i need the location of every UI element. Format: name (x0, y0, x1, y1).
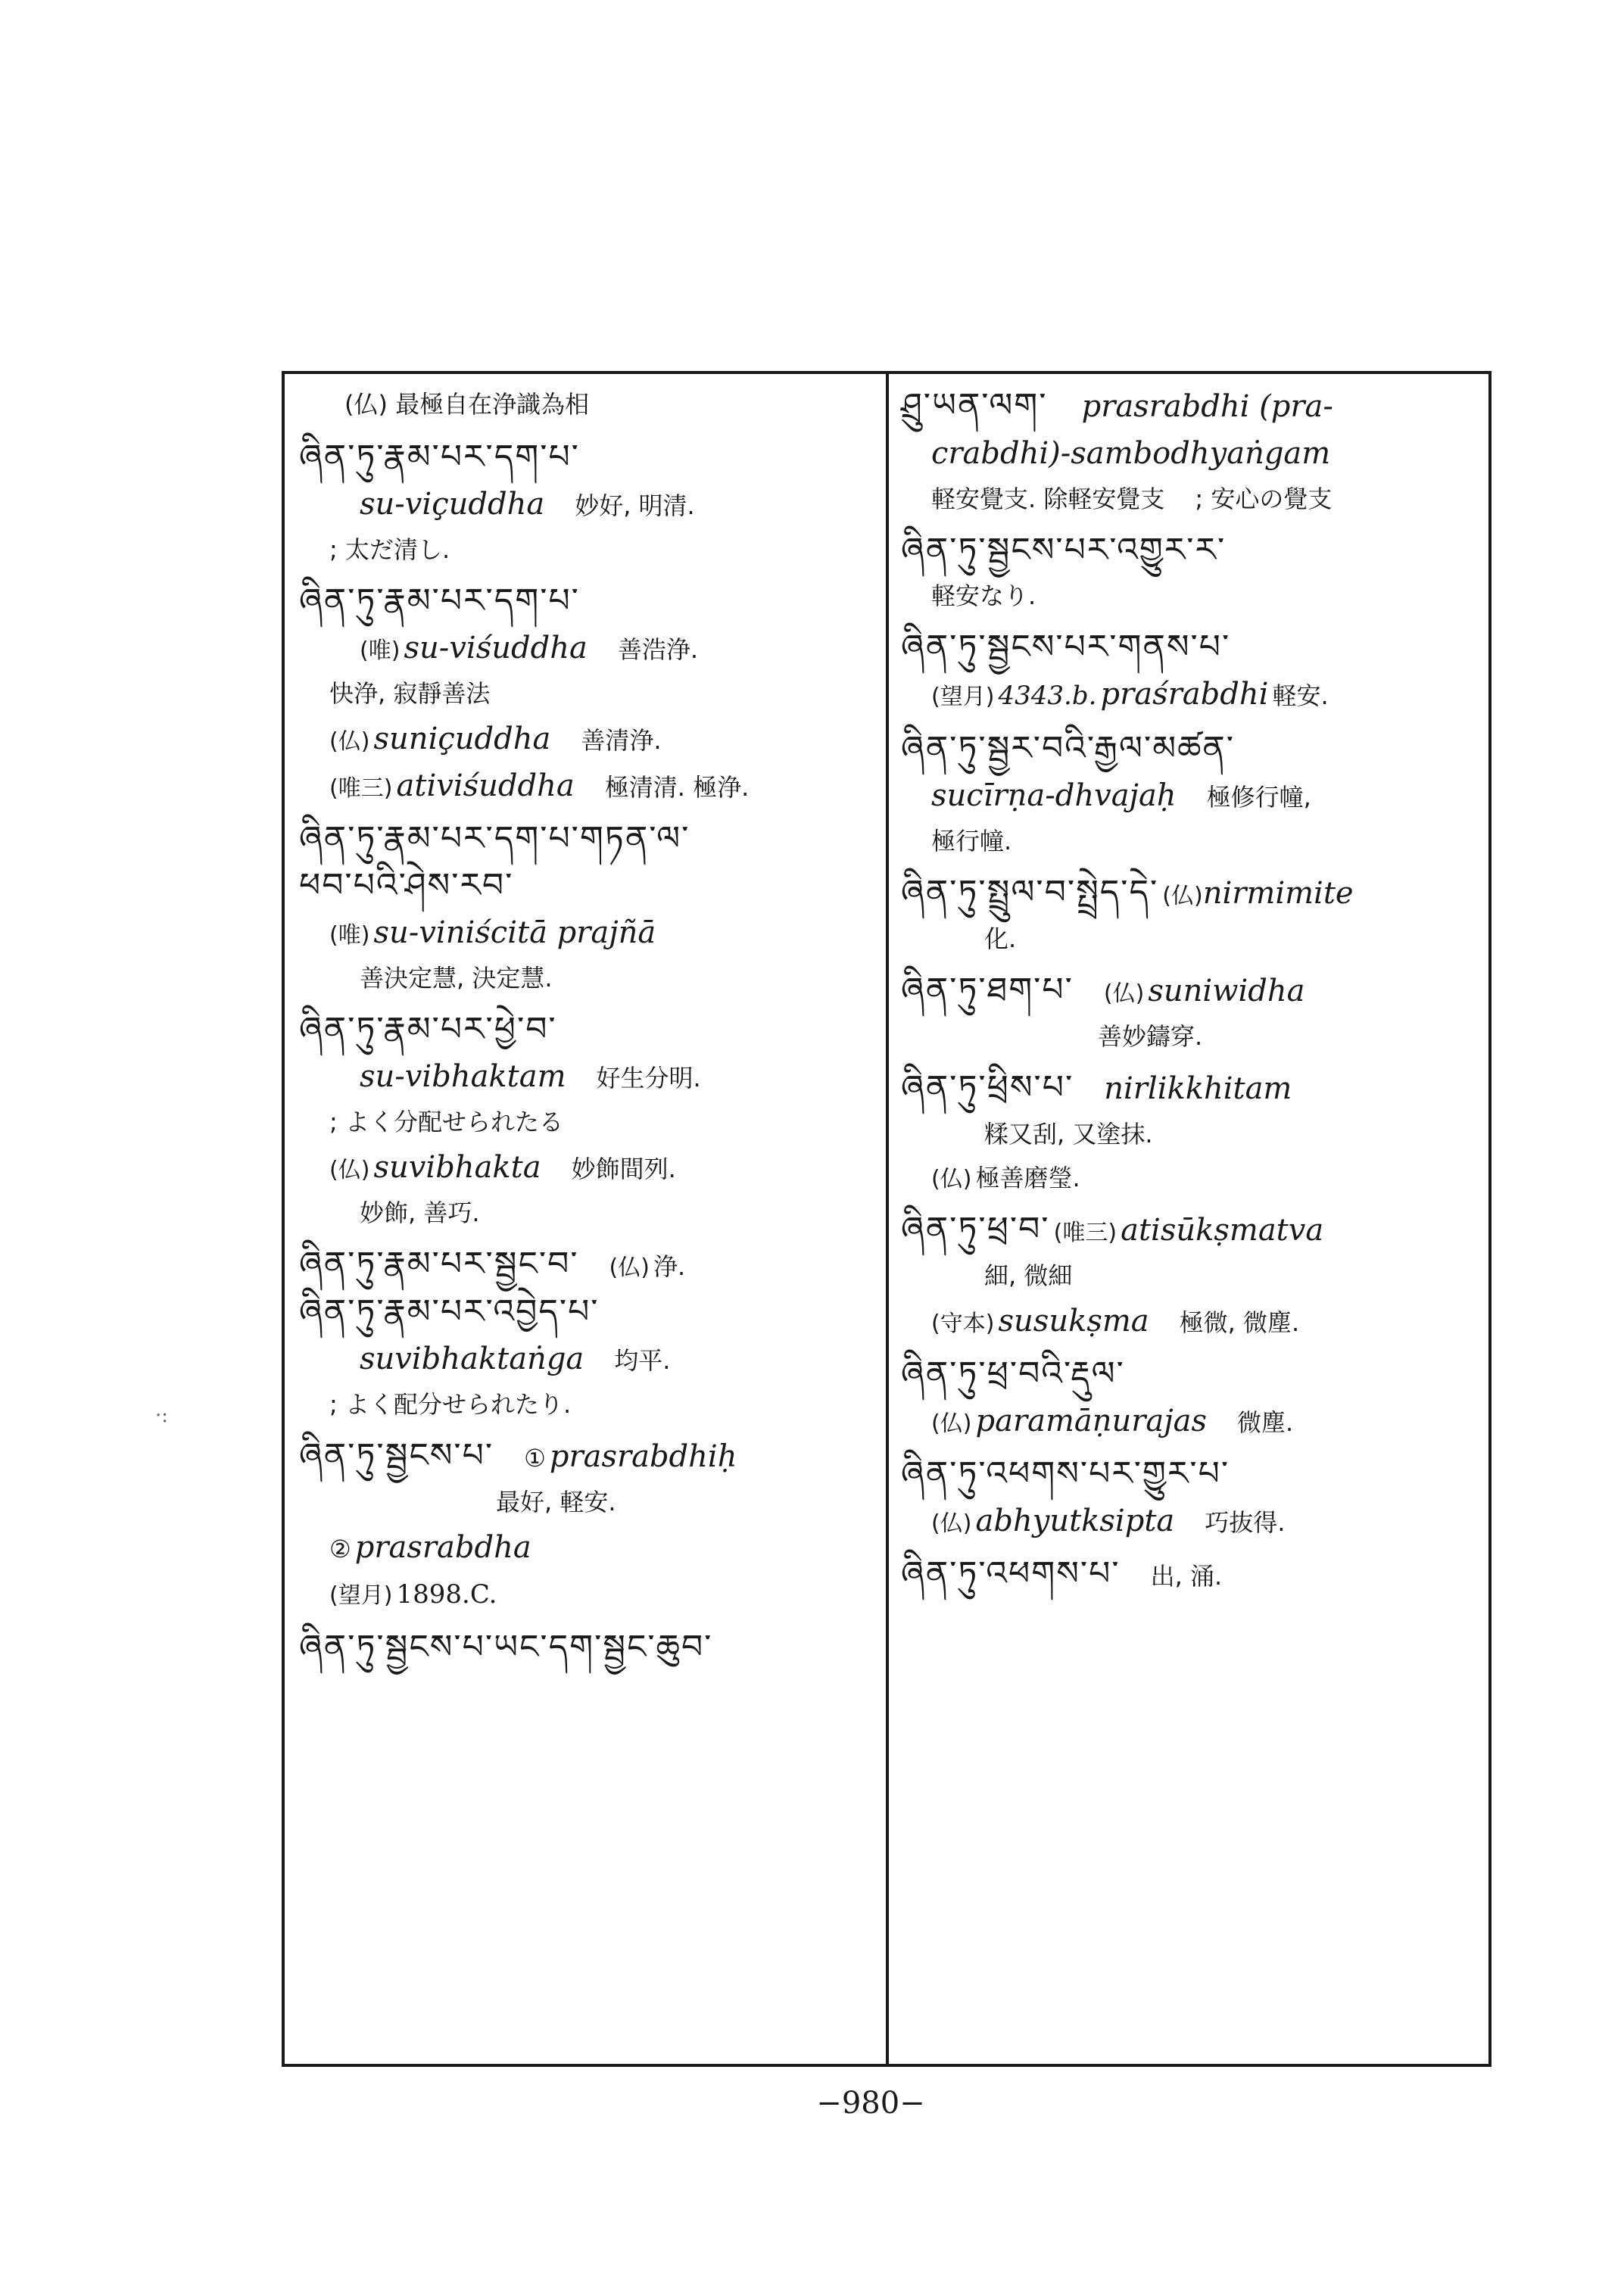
reference-number: 4343.b. (998, 681, 1097, 711)
source-tag: (仏) (931, 1410, 972, 1437)
japanese-gloss: 極微, 微塵. (1179, 1308, 1300, 1337)
japanese-gloss: 極行幢. (931, 827, 1012, 856)
japanese-gloss: 化. (984, 924, 1017, 953)
japanese-gloss: 軽安覺支. 除軽安覺支 (931, 485, 1165, 513)
tibetan-term: ཞིན་ཏུ་རྣམ་པར་ཕྱེ་བ་ (299, 1010, 557, 1049)
page-number: −980− (816, 2086, 925, 2121)
japanese-gloss: 妙好, 明清. (575, 491, 695, 520)
source-tag: (守本) (931, 1311, 995, 1337)
sanskrit-term: su-viniścitā prajñā (373, 915, 656, 950)
tibetan-term: ཞིན་ཏུ་སྤྲུལ་བ་སྤྲེད་དེ་ (901, 873, 1159, 912)
entry (299, 578, 874, 809)
japanese-gloss: 妙飾間列. (571, 1155, 676, 1183)
japanese-gloss: 浄. (653, 1252, 686, 1281)
sanskrit-term: su-viśuddha (404, 631, 588, 665)
japanese-gloss: 快浄, 寂靜善法 (329, 679, 491, 708)
entry (901, 1451, 1484, 1544)
source-tag: (仏) (329, 1157, 370, 1183)
tibetan-term: ཞིན་ཏུ་ཕྲ་བ་ (901, 1210, 1050, 1248)
entry (901, 382, 1484, 521)
entry (901, 527, 1484, 618)
entry (299, 815, 874, 1000)
japanese-gloss: 出, 涌. (1150, 1562, 1223, 1591)
source-tag: (仏) (609, 1255, 650, 1281)
tibetan-term: ཞིན་ཏུ་སྦྱངས་པ་ (299, 1436, 494, 1475)
japanese-gloss: 善決定慧, 決定慧. (360, 964, 553, 993)
japanese-gloss: 細, 微細 (984, 1261, 1073, 1290)
entry-header: (仏) 最極自在浄識為相 (344, 390, 590, 419)
sanskrit-term: atisūkṣmatva (1121, 1213, 1324, 1248)
tibetan-term: ཞིན་ཏུ་སྦྱངས་པར་གནས་པ་ (901, 628, 1231, 666)
tibetan-term: ཞིན་ཏུ་སྦྱངས་པར་འགྱུར་ར་ (901, 531, 1227, 569)
japanese-gloss: 極善磨瑩. (975, 1164, 1080, 1192)
entry (901, 869, 1484, 961)
sanskrit-term: paramāṇurajas (975, 1404, 1207, 1438)
japanese-gloss: 善妙鑄穿. (1098, 1022, 1203, 1051)
entry (901, 624, 1484, 719)
entry (299, 1006, 874, 1235)
japanese-gloss: ; 太だ清し. (329, 535, 450, 564)
tibetan-term: ཞིན་ཏུ་རྣམ་པར་དག་པ་ (299, 438, 580, 476)
entry (901, 1206, 1484, 1345)
tibetan-term: ཞིན་ཏུ་འཕགས་པར་གྱུར་པ་ (901, 1454, 1230, 1493)
source-tag: (唯) (329, 922, 370, 949)
source-tag: (望月) (931, 684, 995, 710)
entry (299, 1432, 874, 1618)
source-tag: (唯三) (1053, 1220, 1117, 1246)
entry (901, 967, 1484, 1058)
sanskrit-term: prasrabdha (354, 1530, 531, 1565)
tibetan-term: ཤྲུ་ཡན་ལག་ (901, 386, 1048, 425)
tibetan-term: ཞིན་ཏུ་འཕགས་པ་ (901, 1554, 1121, 1593)
tibetan-term: ཞིན་ཏུ་སྦྱར་བའི་རྒྱལ་མཚན་ (901, 729, 1236, 768)
sanskrit-term: susukṣma (998, 1304, 1149, 1339)
sanskrit-term: nirmimite (1202, 876, 1354, 911)
tibetan-term: ཕབ་པའི་ཤེས་རབ་ (299, 866, 514, 905)
entry (901, 1064, 1484, 1200)
tibetan-term: ཞིན་ཏུ་ཕྲ་བའི་རྡུལ་ (901, 1354, 1125, 1393)
source-tag: (仏) (329, 728, 370, 755)
source-tag: (唯) (360, 637, 401, 664)
tibetan-term: ཞིན་ཏུ་རྣམ་པར་དག་པ་གཏན་ལ་ (299, 819, 690, 858)
entry (901, 1351, 1484, 1445)
sanskrit-term: prasrabdhiḥ (549, 1439, 737, 1474)
japanese-gloss: 好生分明. (596, 1064, 701, 1092)
item-number: ① (524, 1444, 546, 1473)
sanskrit-term: praśrabdhi (1100, 677, 1269, 712)
japanese-gloss: 軽安. (1272, 681, 1329, 710)
japanese-gloss: 糅又刮, 又塗抹. (984, 1120, 1153, 1149)
sanskrit-term: nirlikkhitam (1104, 1071, 1292, 1106)
sanskrit-term: suniwidha (1148, 974, 1305, 1008)
source-tag: (仏) (1103, 980, 1145, 1007)
entry (299, 382, 874, 426)
tibetan-term: ཞིན་ཏུ་སྦྱངས་པ་ཡང་དག་སྦྱང་ཆུབ་ (299, 1628, 713, 1666)
tibetan-term: ཞིན་ཏུ་ཕྲིས་པ་ (901, 1068, 1074, 1107)
sanskrit-term: prasrabdhi (pra- (1081, 389, 1333, 424)
japanese-gloss: 微塵. (1236, 1408, 1294, 1437)
japanese-gloss: 巧抜得. (1205, 1508, 1286, 1537)
tibetan-term: ཞིན་ཏུ་རྣམ་པར་དག་པ་ (299, 581, 580, 620)
sanskrit-term: ativiśuddha (396, 768, 575, 803)
japanese-gloss: 善浩浄. (617, 635, 699, 664)
sanskrit-term: abhyutksipta (975, 1504, 1175, 1538)
japanese-gloss: 均平. (614, 1346, 671, 1375)
item-number: ② (329, 1535, 351, 1563)
sanskrit-term: su-viçuddha (360, 487, 545, 522)
japanese-gloss: ; よく分配せられたる (329, 1108, 563, 1136)
entry (299, 1624, 874, 1671)
sanskrit-term: suniçuddha (373, 722, 551, 756)
entry (299, 1241, 874, 1289)
margin-mark: ·: (155, 1404, 169, 1427)
left-column (299, 382, 874, 1671)
japanese-gloss: 最好, 軽安. (496, 1488, 616, 1516)
sanskrit-term: su-vibhaktam (360, 1059, 566, 1094)
japanese-gloss: 極修行幢, (1206, 783, 1311, 812)
japanese-gloss: ; 安心の覺支 (1195, 485, 1333, 513)
source-tag: (仏) (931, 1166, 972, 1192)
column-divider (886, 372, 889, 2065)
entry (901, 725, 1484, 863)
japanese-gloss: 妙飾, 善巧. (360, 1198, 480, 1227)
japanese-gloss: 軽安なり. (931, 581, 1036, 610)
right-column (901, 382, 1484, 1598)
source-tag: (唯三) (329, 775, 393, 802)
sanskrit-term: suvibhakta (373, 1150, 541, 1185)
entry (299, 1289, 874, 1426)
sanskrit-term: crabdhi)-sambodhyaṅgam (931, 436, 1331, 471)
source-tag: (仏) (1162, 883, 1203, 909)
reference-number: 1898.C. (396, 1579, 497, 1610)
tibetan-term: ཞིན་ཏུ་རྣམ་པར་འབྱེད་པ་ (299, 1292, 600, 1331)
tibetan-term: ཞིན་ཏུ་ཐག་པ་ (901, 971, 1074, 1009)
source-tag: (望月) (329, 1582, 393, 1609)
japanese-gloss: 極清清. 極浄. (604, 773, 750, 802)
tibetan-term: ཞིན་ཏུ་རྣམ་པར་སྦྱང་བ་ (299, 1245, 579, 1283)
sanskrit-term: suvibhaktaṅga (360, 1342, 584, 1376)
japanese-gloss: ; よく配分せられたり. (329, 1390, 572, 1419)
japanese-gloss: 善清浄. (581, 726, 662, 755)
entry (299, 434, 874, 572)
source-tag: (仏) (931, 1510, 972, 1537)
sanskrit-term: sucīrṇa-dhvajaḥ (931, 778, 1177, 813)
entry (901, 1551, 1484, 1598)
